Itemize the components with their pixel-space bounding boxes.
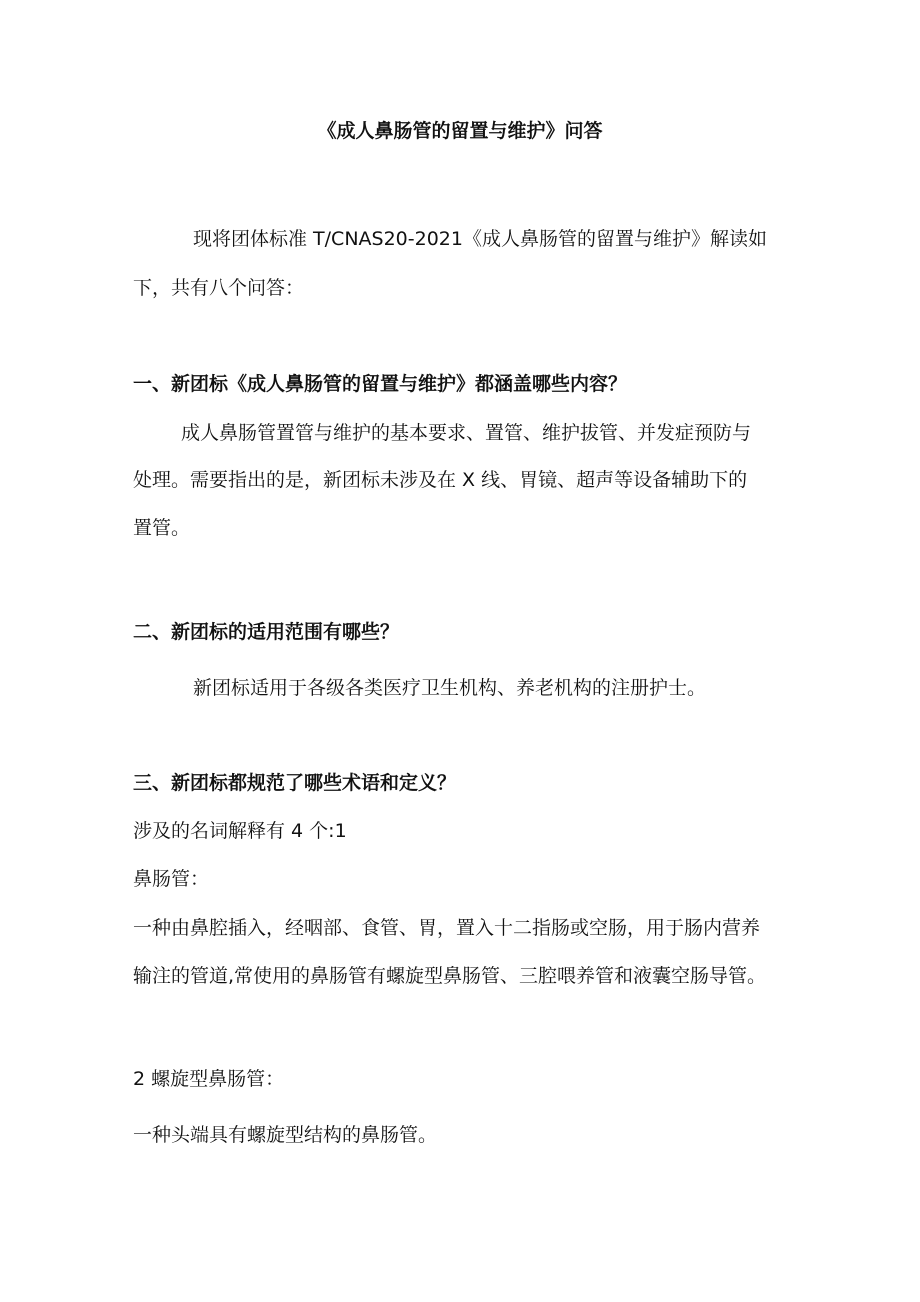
- q3-term2-definition: 一种头端具有螺旋型结构的鼻肠管。: [133, 1124, 438, 1146]
- q3-term2-label: 2 螺旋型鼻肠管：: [133, 1068, 285, 1090]
- q3-term1-label: 鼻肠管：: [133, 868, 210, 890]
- q2-answer-line-1: 新团标适用于各级各类医疗卫生机构、养老机构的注册护士。: [193, 677, 707, 699]
- q1-heading: 一、新团标《成人鼻肠管的留置与维护》都涵盖哪些内容？: [133, 373, 628, 395]
- q1-answer-line-3: 置管。: [133, 517, 191, 539]
- q1-answer-line-2: 处理。需要指出的是，新团标未涉及在 X 线、胃镜、超声等设备辅助下的: [133, 469, 748, 491]
- q3-term1-definition-line-2: 输注的管道,常使用的鼻肠管有螺旋型鼻肠管、三腔喂养管和液囊空肠导管。: [133, 965, 767, 987]
- q3-term1-definition-line-1: 一种由鼻腔插入，经咽部、食管、胃，置入十二指肠或空肠，用于肠内营养: [133, 917, 761, 939]
- intro-line-1: 现将团体标准 T/CNAS20-2021《成人鼻肠管的留置与维护》解读如: [193, 228, 767, 250]
- q1-answer-line-1: 成人鼻肠管置管与维护的基本要求、置管、维护拔管、并发症预防与: [181, 422, 752, 444]
- q2-heading: 二、新团标的适用范围有哪些？: [133, 621, 400, 643]
- q3-heading: 三、新团标都规范了哪些术语和定义？: [133, 772, 457, 794]
- q3-term-count: 涉及的名词解释有 4 个:1: [133, 820, 347, 842]
- intro-line-2: 下，共有八个问答：: [133, 277, 305, 299]
- document-title: 《成人鼻肠管的留置与维护》问答: [317, 120, 603, 142]
